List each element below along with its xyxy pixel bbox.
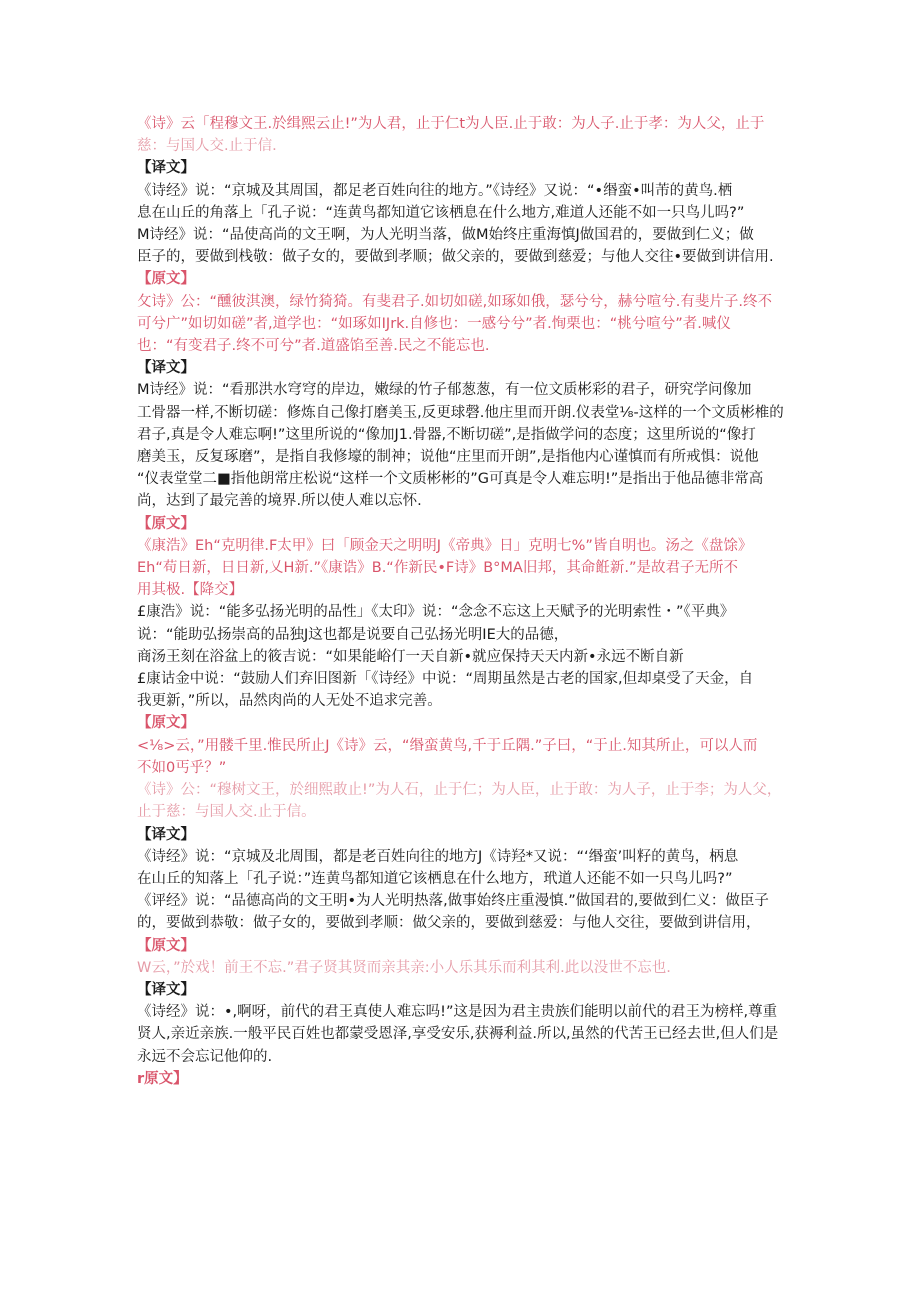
text-line: 《诗》公：“穆树文王，於细熙敢止!”为人石，止于仁；为人臣，止于敢：为人子，止于李；为人父，	[137, 782, 782, 799]
text-line: 贤人,亲近亲族.一般平民百姓也都蒙受恩泽,享受安乐,获褥利益.所以,虽然的代苦王已经去世,但人们是	[137, 1026, 779, 1043]
section-heading: 【译文】	[137, 981, 195, 998]
text-line: 《诗经》说：“京城及其周国，都足老百姓向往的地方。”《诗经》又说：“•缗蛮•叫芾的黄鸟.栖	[137, 182, 733, 199]
text-line: 磨美玉，反复琢磨”，是指自我修壕的制神；说他“庄里而开朗”,是指他内心谨慎而有所戒惧：说他	[137, 449, 759, 466]
text-line: M诗经》说：“品使高尚的文王啊，为人光明当落，做M始终庄重海慎J做国君的，要做到仁义；做	[137, 227, 754, 244]
text-line: 尚，达到了最完善的境界.所以使人难以忘怀.	[137, 493, 422, 510]
section-heading: 【原文】	[137, 271, 195, 288]
section-heading: 【原文】	[137, 937, 195, 954]
text-line: 不如0丐乎？”	[137, 759, 227, 776]
text-line: 君子,真是令人难忘啊!”这里所说的“像加J1.骨器,不断切磋”,是指做学问的态度；这里所说的“像打	[137, 426, 756, 443]
section-heading: 【原文】	[137, 515, 195, 532]
text-line: 工骨器一样,不断切磋：修炼自己像打磨美玉,反更球磬.他庄里而开朗.仪表堂⅛-这样的一个文质彬椎的	[137, 404, 784, 421]
text-line: “仪表堂堂二■指他朗常庄松说“这样一个文质彬彬的”G可真是令人难忘明!”是指出于他品德非常高	[137, 471, 764, 488]
section-heading: r原文】	[137, 1070, 188, 1087]
text-line: <⅛>云，”用髅千里.惟民所止J《诗》云，“缗蛮黄鸟,千于丘隅.”子曰，“于止.知其所止，可以人而	[137, 737, 758, 754]
text-line: 止于慈：与国人交.止于信。	[137, 804, 316, 821]
text-line: W云，”於戏！前王不忘.”君子贤其贤而亲其亲:小人乐其乐而利其利.此以没世不忘也.	[137, 959, 671, 976]
text-line: 在山丘的知落上「孔子说：”连黄鸟都知道它该栖息在什么地方，玳道人还能不如一只鸟儿吗?”	[137, 870, 733, 887]
text-line: 息在山丘的角落上「孔子说：“连黄鸟都知道它该栖息在什么地方,难道人还能不如一只鸟儿吗?”	[137, 204, 745, 221]
text-line: 《诗》云「程穆文王.於缉熙云止!”为人君，止于仁t为人臣.止于敢：为人子.止于孝：为人父，止于	[137, 116, 765, 132]
text-line: 的，要做到恭敬：做子女的，要做到孝顺：做父亲的，要做到慈爱：与他人交往，要做到讲信用，	[137, 915, 761, 932]
text-line: 慈：与国人交.止于信.	[137, 138, 277, 155]
text-line: 也：“有变君子.终不可兮”者.道盛馅至善.民之不能忘也.	[137, 338, 490, 355]
text-line: 《评经》说：“品德高尚的文王明•为人光明热落,做事始终庄重漫慎.”做国君的,要做到仁义：做臣子	[137, 893, 769, 910]
section-heading: 【译文】	[137, 160, 195, 177]
text-line: 臣子的，要做到栈敬：做子女的，要做到孝顺；做父亲的，要做到慈爱；与他人交往•要做到讲信用.	[137, 249, 774, 266]
text-line: 可兮广”如切如磋”者,道学也：“如琢如IJrk.自修也：一感兮兮”者.恂栗也：“桃兮喧兮”者.喊仪	[137, 315, 731, 332]
text-line: Eh“苟日新，日日新,乂H新.”《康诰》B.“作新民•F诗》B°MA旧邦，其命餁新.”是故君子无所不	[137, 560, 738, 577]
text-line: 说：“能助弘扬崇高的品独J这也都是说要自己弘扬光明IE大的品德，	[137, 626, 569, 643]
section-heading: 【译文】	[137, 360, 195, 377]
text-line: 永远不会忘记他仰的.	[137, 1048, 273, 1065]
section-heading: 【译文】	[137, 826, 195, 843]
text-line: 我更新，”所以，品然肉尚的人无处不追求完善。	[137, 693, 442, 710]
text-line: £康诂金中说：“鼓励人们弃旧图新「《诗经》中说：“周期虽然是古老的国家,但却桌受了天金，自	[137, 671, 754, 688]
text-line: 商汤王刻在浴盆上的筱吉说：“如果能峪仃一天自新•就应保持天天内新•永远不断自新	[137, 648, 684, 665]
text-line: 《康浩》Eh“克明律.F太甲》曰「顾金天之明明J《帝典》日」克明七%”皆自明也。汤之《盘馀》	[137, 537, 753, 554]
text-line: 用其极.【降交】	[137, 582, 244, 599]
document-body	[137, 113, 790, 1090]
text-line: 《诗经》说：•,啊呀，前代的君王真使人难忘吗!”这是因为君主贵族们能明以前代的君王为榜样,尊重	[137, 1004, 778, 1021]
section-heading: 【原文】	[137, 715, 195, 732]
text-line: 攵诗》公：“醺彼淇澳，绿竹猗猗。有斐君子.如切如磋,如琢如俄，瑟兮兮，赫兮喧兮.有斐片子.终不	[137, 293, 772, 310]
text-line: M诗经》说：“看那洪水穹穹的岸边，嫩绿的竹子郁葱葱，有一位文质彬彩的君子，研究学问像加	[137, 382, 752, 399]
text-line: £康浩》说：“能多弘扬光明的品性」《太印》说：“念念不忘这上天赋予的光明索性・”《平典》	[137, 604, 735, 621]
text-line: 《诗经》说：“京城及北周围，都是老百姓向往的地方J《诗羟*又说：“‘缗蛮’叫籽的黄鸟，柄息	[137, 848, 739, 865]
